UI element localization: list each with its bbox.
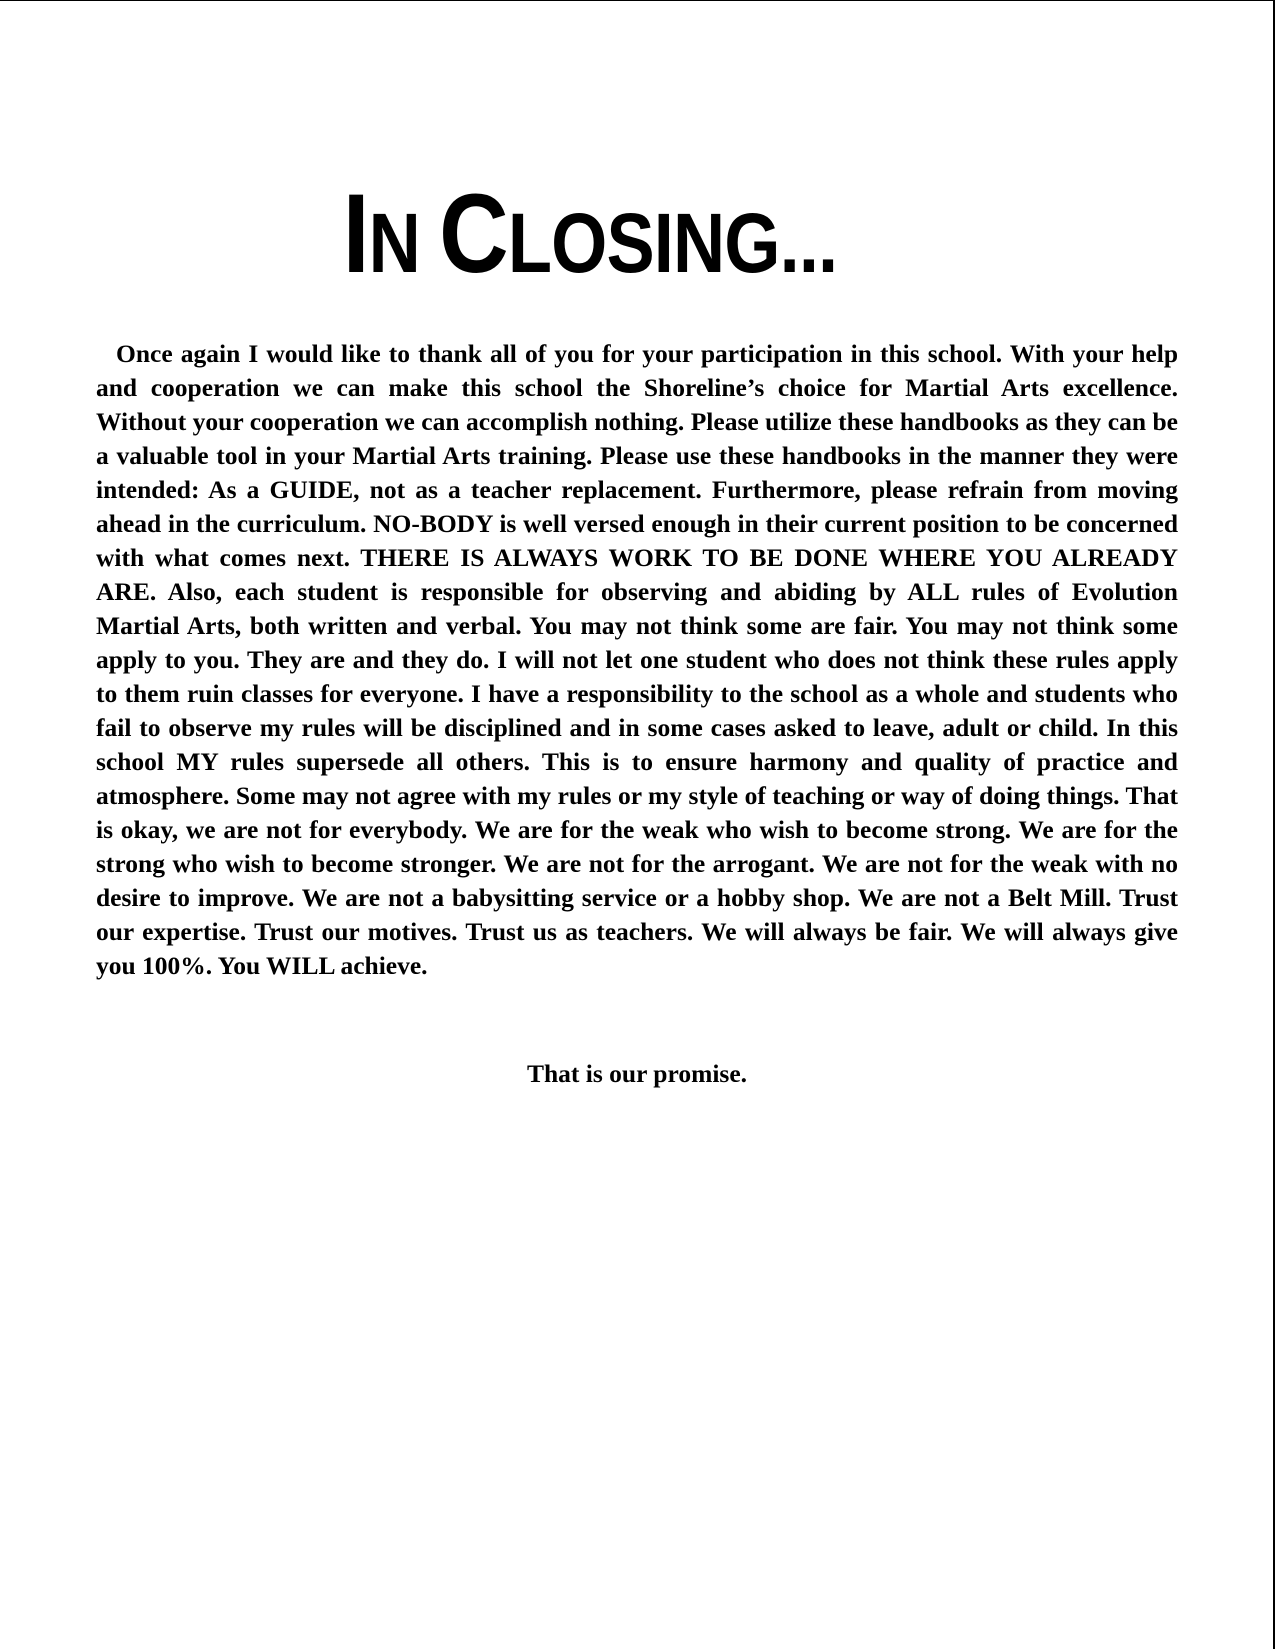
closing-promise-line: That is our promise. <box>526 1059 748 1088</box>
closing-paragraph: Once again I would like to thank all of you for your participation in this school. With your help and cooperation we can make this school the Shoreline’s choice for Martial Arts excellence. Without your cooperation we can accomplish nothing. Please utilize these handbooks as they can be a valuable tool in your Martial Arts training. Please use these handbooks in the manner they were intended: As a GUIDE, not as a teacher replacement. Furthermore, please refrain from moving ahead in the curriculum. NO-BODY is well versed enough in their current position to be concerned with what comes next. THERE IS ALWAYS WORK TO BE DONE WHERE YOU ALREADY ARE. Also, each student is responsible for observing and abiding by ALL rules of Evolution Martial Arts, both written and verbal. You may not think some are fair. You may not think some apply to you. They are and they do. I will not let one student who does not think these rules apply to them ruin classes for everyone. I have a responsibility to the school as a whole and students who fail to observe my rules will be disciplined and in some cases asked to leave, adult or child. In this school MY rules supersede all others. This is to ensure harmony and quality of practice and atmosphere. Some may not agree with my rules or my style of teaching or way of doing things. That is okay, we are not for everybody. We are for the weak who wish to become strong. We are for the strong who wish to become stronger. We are not for the arrogant. We are not for the weak with no desire to improve. We are not a babysitting service or a hobby shop. We are not a Belt Mill. Trust our expertise. Trust our motives. Trust us as teachers. We will always be fair. We will always give you 100%. You WILL achieve. <box>96 339 1178 980</box>
title-rest-n: N <box>368 196 440 290</box>
page-title <box>83 169 1098 308</box>
title-initial-i: I <box>342 171 369 296</box>
title-initial-c: C <box>439 171 508 296</box>
title-rest-losing: LOSING... <box>507 196 838 290</box>
